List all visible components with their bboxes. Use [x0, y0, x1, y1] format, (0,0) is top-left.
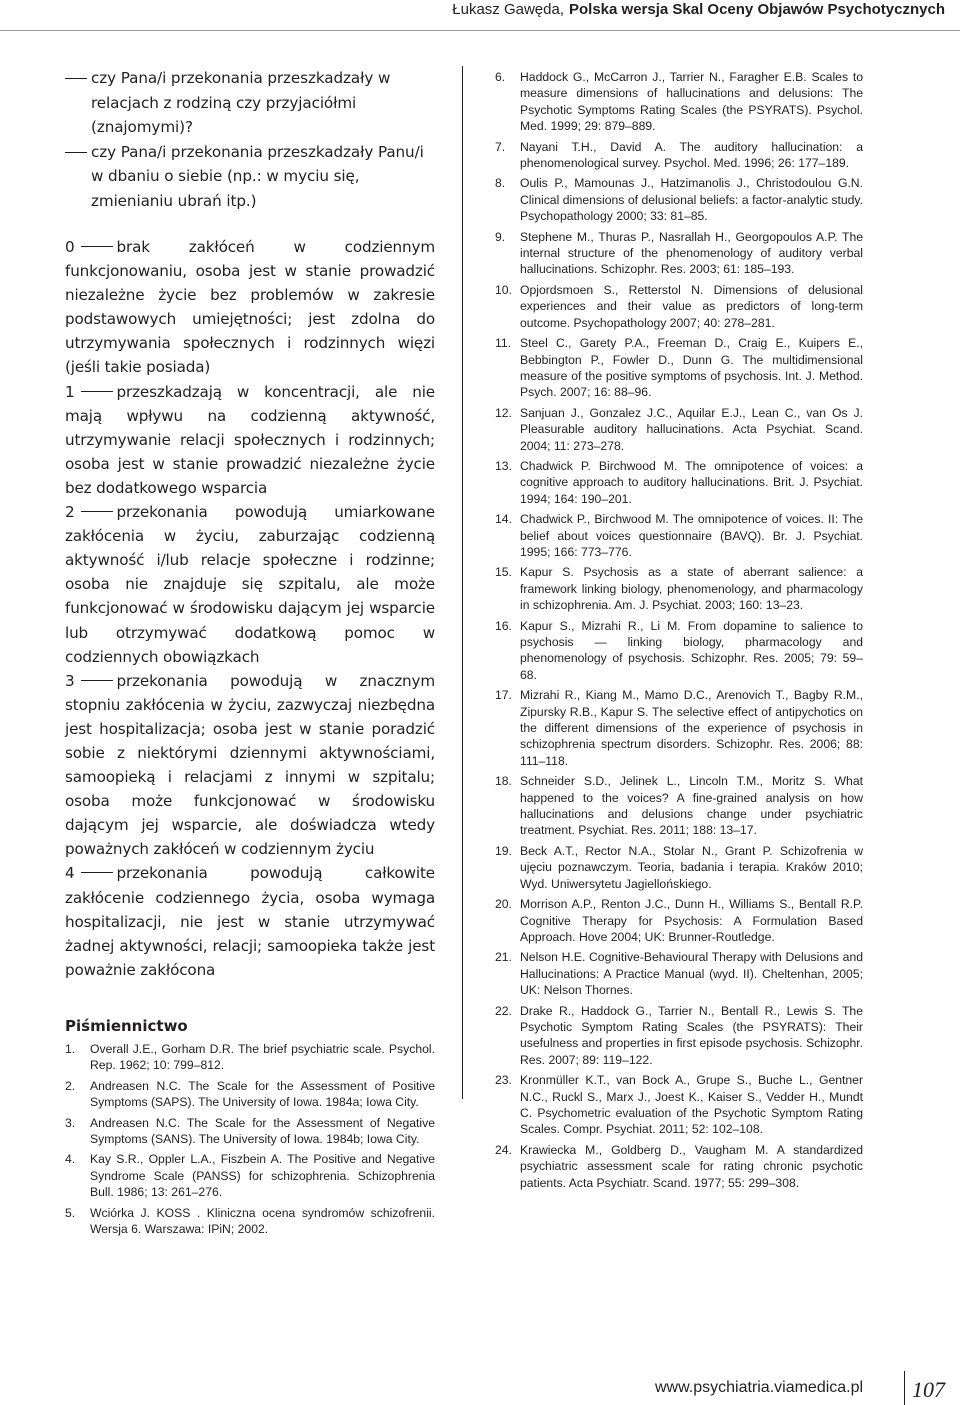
- reference-text: Nayani T.H., David A. The auditory hallucination: a phenomenological survey. Psychol. Med. 1996; 26: 177–189.: [520, 139, 863, 171]
- reference-item: [495, 139, 863, 172]
- reference-text: Chadwick P., Birchwood M. The omnipotence of voices. II: The belief about voices questionnaire (BAVQ). Br. J. Psychiat. 1995; 166: 773–776.: [520, 512, 863, 559]
- reference-number: 19.: [495, 843, 512, 858]
- reference-number: 22.: [495, 1003, 512, 1018]
- scale-level-text: przekonania powodują umiarkowane zakłócenia w życiu, zaburzając codzienną aktywność i/lub relacje społeczne i rodzinne; osoba nie znajduje się szpitalu, ale może funkcjonować w środowisku dającym jej wsparcie lub otrzymywać dodatkową pomoc w codziennych obowiązkach: [65, 503, 435, 666]
- reference-text: Mizrahi R., Kiang M., Mamo D.C., Arenovich T., Bagby R.M., Zipursky R.B., Kapur S. The selective effect of antipychotics on the different dimensions of the experience of psychosis in schizophrenia spectrum disorders. Schizophr. Res. 2006; 88: 111–118.: [520, 688, 863, 768]
- reference-item: [495, 1142, 863, 1191]
- reference-item: [495, 282, 863, 331]
- reference-number: 3.: [65, 1115, 76, 1130]
- reference-text: Andreasen N.C. The Scale for the Assessment of Positive Symptoms (SAPS). The University of Iowa. 1984a; Iowa City.: [90, 1078, 435, 1110]
- reference-number: 5.: [65, 1205, 76, 1220]
- reference-text: Kapur S., Mizrahi R., Li M. From dopamine to salience to psychosis — linking biology, pharmacology and phenomenology of psychosis. Schizophr. Res. 2005; 79: 59–68.: [520, 618, 863, 682]
- scale-level-4: [65, 861, 435, 981]
- dash-marker: [65, 152, 87, 153]
- reference-number: 14.: [495, 512, 512, 527]
- reference-text: Kapur S. Psychosis as a state of aberrant salience: a framework linking biology, phenomenology, and pharmacology in schizophrenia. Am. J. Psychiat. 2003; 160: 13–23.: [520, 565, 863, 613]
- header-author: Łukasz Gawęda,: [452, 1, 564, 18]
- running-header: [0, 0, 945, 18]
- reference-item: [495, 949, 863, 998]
- reference-text: Krawiecka M., Goldberg D., Vaugham M. A standardized psychiatric assessment scale for rating chronic psychotic patients. Acta Psychiatr. Scand. 1977; 55: 299–308.: [520, 1142, 863, 1190]
- reference-number: 2.: [65, 1078, 76, 1093]
- question-item: [65, 140, 435, 214]
- reference-text: Opjordsmoen S., Retterstol N. Dimensions of delusional experiences and their value as predictors of long-term outcome. Psychopathology 2007; 40: 278–281.: [520, 282, 863, 330]
- reference-item: [495, 229, 863, 278]
- header-title: Polska wersja Skal Oceny Objawów Psychotycznych: [569, 1, 945, 18]
- scale-level-3: [65, 669, 435, 862]
- reference-number: 8.: [495, 176, 506, 191]
- question-item: [65, 66, 435, 140]
- scale-level-number: 2: [65, 503, 75, 522]
- question-text: czy Pana/i przekonania przeszkadzały Panu/i w dbaniu o siebie (np.: w myciu się, zmienianiu ubrań itp.): [91, 142, 424, 210]
- reference-item: [495, 843, 863, 892]
- reference-item: [495, 618, 863, 684]
- reference-number: 6.: [495, 70, 506, 84]
- reference-number: 9.: [495, 229, 506, 244]
- scale-level-number: 1: [65, 382, 75, 401]
- reference-item: [65, 1151, 435, 1200]
- reference-number: 10.: [495, 282, 512, 297]
- dash-marker: [81, 391, 113, 392]
- references-heading: Piśmiennictwo: [65, 1016, 188, 1035]
- reference-item: [495, 335, 863, 401]
- footer-divider: [904, 1371, 905, 1405]
- reference-item: [495, 69, 863, 135]
- reference-text: Kay S.R., Oppler L.A., Fiszbein A. The Positive and Negative Syndrome Scale (PANSS) for schizophrenia. Schizophrenia Bull. 1986; 13: 261–276.: [90, 1152, 435, 1200]
- reference-list-right: [495, 69, 863, 1195]
- question-text: czy Pana/i przekonania przeszkadzały w relacjach z rodziną czy przyjaciółmi (znajomymi)?: [91, 69, 391, 136]
- scale-level-text: przekonania powodują w znacznym stopniu zakłócenia w życiu, zazwyczaj niezbędna jest hospitalizacja; osoba jest w stanie poradzić sobie z niektórymi dziennymi aktywnościami, samoopieką i relacjami z innymi w szpitalu; osoba może funkcjonować w środowisku dającym jej wsparcie, ale doświadcza wtedy poważnych zakłóceń w codziennym życiu: [65, 671, 435, 859]
- reference-number: 16.: [495, 618, 512, 633]
- scale-level-1: [65, 380, 435, 500]
- reference-text: Overall J.E., Gorham D.R. The brief psychiatric scale. Psychol. Rep. 1962; 10: 799–812.: [90, 1041, 435, 1073]
- reference-number: 15.: [495, 565, 512, 580]
- page-number: 107: [912, 1377, 945, 1402]
- scale-level-text: przeszkadzają w koncentracji, ale nie mają wpływu na codzienną aktywność, utrzymywanie relacji społecznych i rodzinnych; osoba jest w stanie prowadzić niezależne życie bez dodatkowego wsparcia: [65, 382, 435, 497]
- scale-level-text: brak zakłóceń w codziennym funkcjonowaniu, osoba jest w stanie prowadzić niezależne życie bez problemów w zakresie podstawowych umiejętności; jest zdolna do utrzymywania społecznych i rodzinnych więzi (jeśli takie posiada): [65, 238, 435, 377]
- reference-number: 21.: [495, 950, 512, 965]
- reference-number: 18.: [495, 774, 512, 789]
- scale-level-number: 4: [65, 864, 75, 883]
- column-divider: [462, 66, 463, 1099]
- reference-text: Drake R., Haddock G., Tarrier N., Bentall R., Lewis S. The Psychotic Symptom Rating Scales (the PSYRATS): Their usefulness and properties in first episode psychosis. Schizophr. Res. 2007; 89: 119–122.: [520, 1003, 863, 1067]
- reference-text: Chadwick P. Birchwood M. The omnipotence of voices: a cognitive approach to auditory hallucinations. Brit. J. Psychiat. 1994; 164: 190–201.: [520, 458, 863, 506]
- reference-number: 17.: [495, 688, 512, 703]
- scale-level-text: przekonania powodują całkowite zakłócenie codziennego życia, osoba wymaga hospitalizacji, nie jest w stanie utrzymywać żadnej aktywności, relacji; samoopieka także jest poważnie zakłócona: [65, 864, 435, 979]
- reference-number: 7.: [495, 139, 506, 154]
- scale-level-number: 0: [65, 238, 75, 256]
- reference-item: [65, 1041, 435, 1074]
- dash-marker: [81, 872, 113, 873]
- reference-number: 24.: [495, 1142, 512, 1157]
- dash-marker: [81, 680, 113, 681]
- footer-website: www.psychiatria.viamedica.pl: [655, 1379, 864, 1396]
- reference-number: 4.: [65, 1152, 76, 1167]
- reference-text: Haddock G., McCarron J., Tarrier N., Faragher E.B. Scales to measure dimensions of hallucinations and delusions: The Psychotic Symptoms Rating Scales (the PSYRATS). Psychol. Med. 1999; 29: 879–889.: [520, 70, 863, 134]
- reference-item: [495, 1072, 863, 1138]
- dash-marker: [65, 78, 87, 79]
- reference-text: Beck A.T., Rector N.A., Stolar N., Grant P. Schizofrenia w ujęciu poznawczym. Teoria, badania i terapia. Kraków 2010; Wyd. Uniwersytetu Jagiellońskiego.: [520, 843, 863, 891]
- reference-item: [495, 1003, 863, 1069]
- reference-item: [65, 1115, 435, 1148]
- reference-number: 1.: [65, 1041, 76, 1056]
- reference-item: [495, 773, 863, 839]
- question-list: [65, 66, 435, 213]
- scale-level-number: 3: [65, 671, 75, 690]
- reference-item: [65, 1205, 435, 1238]
- reference-item: [495, 175, 863, 224]
- reference-number: 13.: [495, 458, 512, 473]
- rating-scale: [65, 235, 435, 982]
- reference-item: [495, 405, 863, 454]
- reference-item: [495, 687, 863, 769]
- scale-level-0: [65, 235, 435, 380]
- reference-item: [495, 511, 863, 560]
- reference-number: 12.: [495, 405, 512, 420]
- reference-number: 11.: [495, 336, 512, 351]
- reference-item: [65, 1078, 435, 1111]
- reference-list-left: [65, 1041, 435, 1237]
- dash-marker: [81, 246, 113, 247]
- reference-number: 23.: [495, 1073, 512, 1088]
- reference-number: 20.: [495, 897, 512, 912]
- reference-text: Andreasen N.C. The Scale for the Assessment of Negative Symptoms (SANS). The University of Iowa. 1984b; Iowa City.: [90, 1115, 435, 1146]
- reference-text: Steel C., Garety P.A., Freeman D., Craig E., Kuipers E., Bebbington P., Fowler D., Dunn G. The multidimensional measure of the positive symptoms of psychosis. Int. J. Method. Psych. 2007; 16: 88–96.: [520, 336, 863, 400]
- scale-level-2: [65, 500, 435, 669]
- reference-item: [495, 458, 863, 507]
- left-column: [65, 66, 435, 1241]
- reference-text: Stephene M., Thuras P., Nasrallah H., Georgopoulos A.P. The internal structure of the phenomenology of auditory verbal hallucinations. Schizophr. Res. 2003; 61: 185–193.: [520, 229, 863, 277]
- reference-text: Nelson H.E. Cognitive-Behavioural Therapy with Delusions and Hallucinations: A Practice Manual (wyd. II). Cheltenhan, 2005; UK: Nelson Thornes.: [520, 950, 863, 998]
- reference-text: Kronmüller K.T., van Bock A., Grupe S., Buche L., Gentner N.C., Ruckl S., Marx J., Joest K., Kaiser S., Vedder H., Mundt C. Psychometric evaluation of the Psychotic Symptom Rating Scales. Compr. Psychiat. 2011; 52: 102–108.: [520, 1073, 863, 1137]
- reference-text: Schneider S.D., Jelinek L., Lincoln T.M., Moritz S. What happened to the voices? A fine-grained analysis on how hallucinations and delusions change under psychiatric treatment. Psychiat. Res. 2011; 188: 13–17.: [520, 774, 863, 838]
- reference-item: [495, 564, 863, 613]
- reference-text: Sanjuan J., Gonzalez J.C., Aquilar E.J., Lean C., van Os J. Pleasurable auditory hallucinations. Acta Psychiat. Scand. 2004; 11: 273–278.: [520, 405, 863, 453]
- dash-marker: [81, 511, 113, 512]
- reference-item: [495, 896, 863, 945]
- reference-text: Wciórka J. KOSS . Kliniczna ocena syndromów schizofrenii. Wersja 6. Warszawa: IPiN; 2002.: [90, 1205, 435, 1236]
- reference-text: Morrison A.P., Renton J.C., Dunn H., Williams S., Bentall R.P. Cognitive Therapy for Psychosis: A Formulation Based Approach. Hove 2004; UK: Brunner-Routledge.: [520, 897, 863, 944]
- reference-text: Oulis P., Mamounas J., Hatzimanolis J., Christodoulou G.N. Clinical dimensions of delusional beliefs: a factor-analytic study. Psychopathology 2000; 33: 81–85.: [520, 176, 863, 224]
- header-divider: [0, 30, 960, 31]
